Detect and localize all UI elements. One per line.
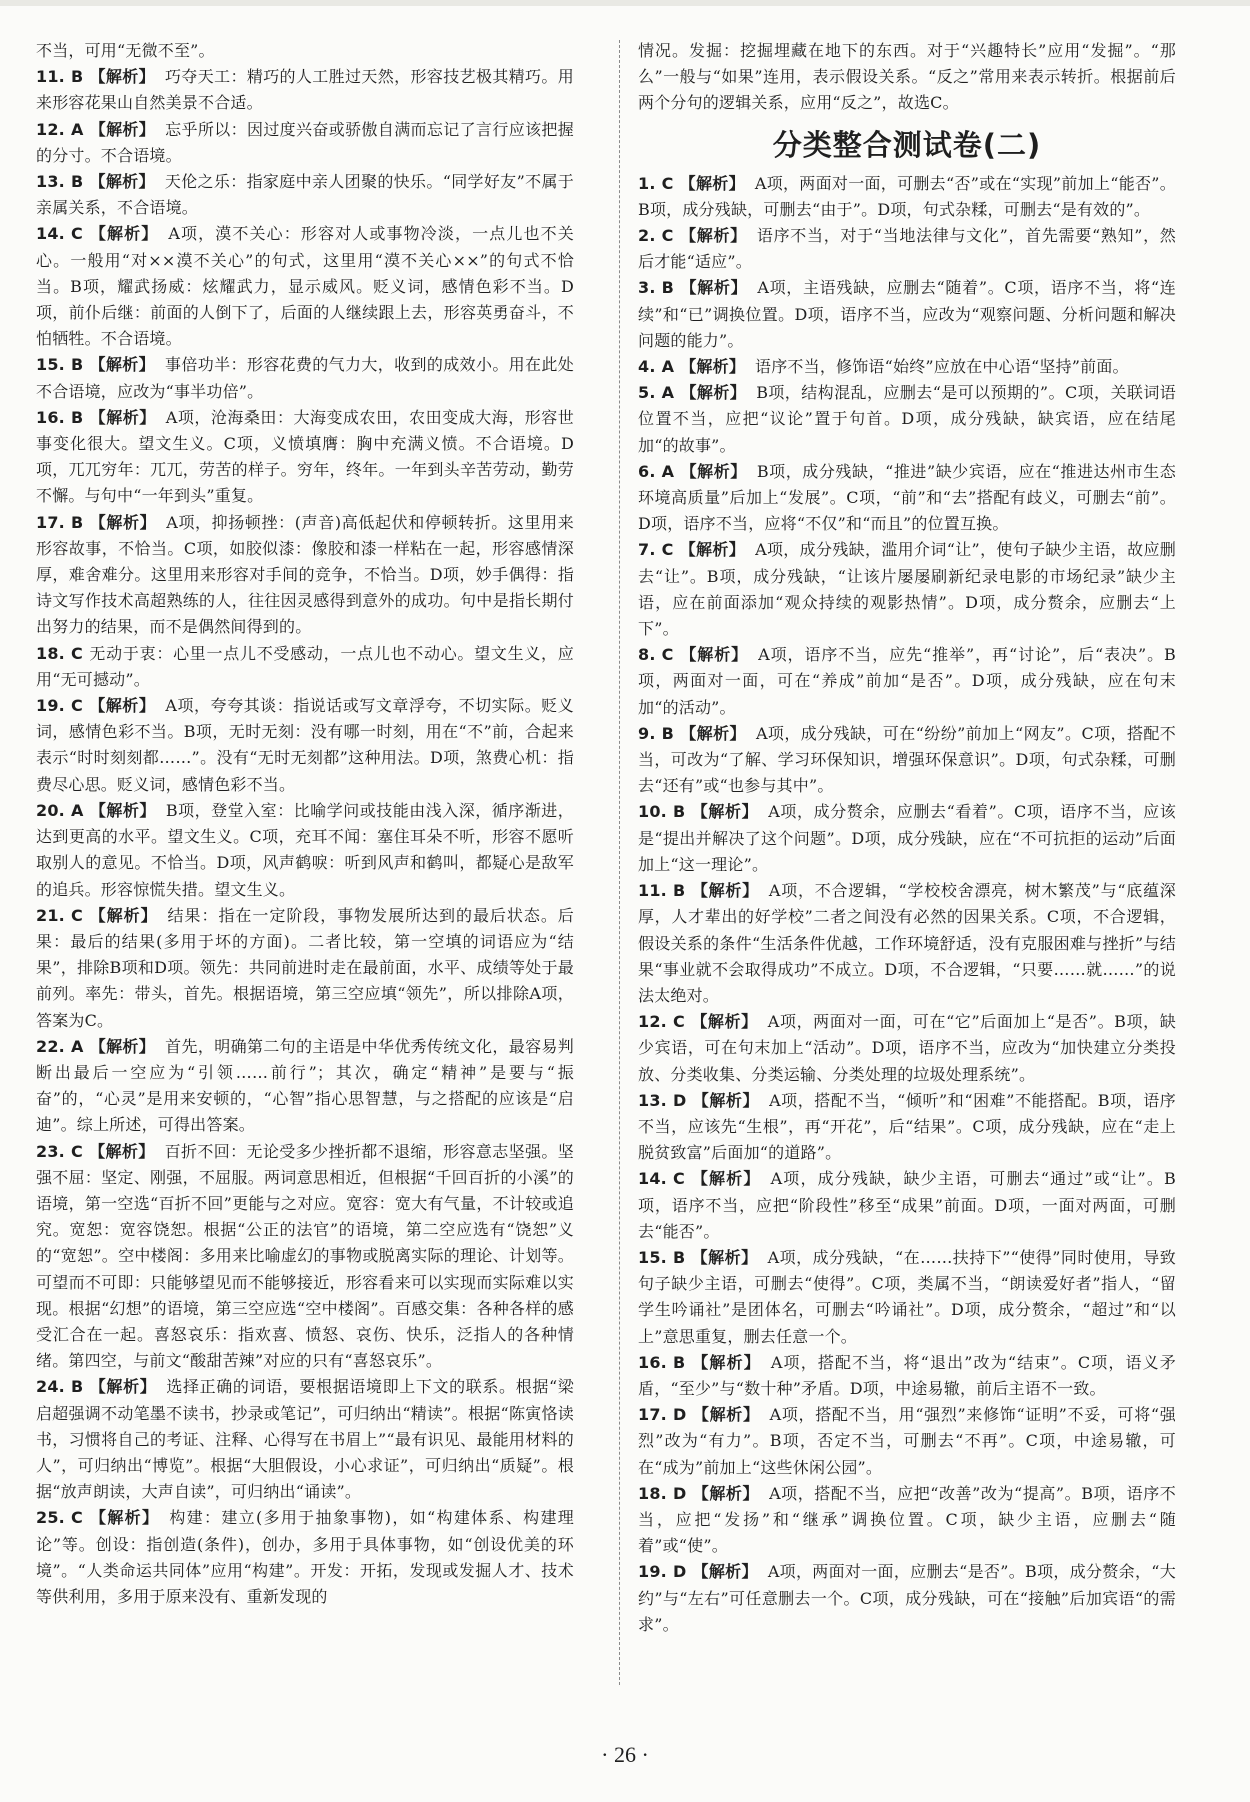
item-text: 语序不当，对于“当地法律与文化”，首先需要“熟知”，然后才能“适应”。 <box>638 226 1176 272</box>
answer-item <box>36 641 574 693</box>
analysis-tag: 【解析】 <box>680 278 748 298</box>
analysis-tag: 【解析】 <box>88 224 159 244</box>
item-answer: B <box>672 802 686 822</box>
analysis-tag: 【解析】 <box>88 905 158 925</box>
analysis-tag: 【解析】 <box>680 357 746 377</box>
analysis-tag: 【解析】 <box>680 461 747 481</box>
right-column <box>638 38 1176 1638</box>
item-number: 15. <box>638 1247 667 1267</box>
answer-item <box>638 537 1176 642</box>
answer-item <box>638 642 1176 721</box>
page-number: · 26 · <box>601 1742 649 1767</box>
item-number: 11. <box>36 67 65 87</box>
item-answer: C <box>661 645 674 665</box>
item-text: A项，两面对一面，可在“它”后面加上“是否”。B项，缺少宾语，可在句末加上“活动”。D项，语序不当，应改为“加快建立分类投放、分类收集、分类运输、分类处理的垃圾处理系统”。 <box>638 1012 1176 1084</box>
item-number: 12. <box>36 119 65 139</box>
item-answer: C <box>70 643 83 663</box>
item-text: B项，成分残缺，“推进”缺少宾语，应在“推进达州市生态环境高质量”后加上“发展”。C项，“前”和“去”搭配有歧义，可删去“前”。D项，语序不当，应将“不仅”和“而且”的位置互换。 <box>638 461 1176 534</box>
answer-item <box>36 798 574 903</box>
item-answer: B <box>70 512 84 532</box>
answer-item <box>36 405 574 510</box>
answer-item <box>36 221 574 352</box>
answer-item <box>638 1245 1176 1350</box>
item-answer: C <box>672 1012 685 1032</box>
item-number: 1. <box>638 173 656 193</box>
item-text: A项，夸夸其谈：指说话或写文章浮夸，不切实际。贬义词，感情色彩不当。B项，无时无刻：没有哪一时刻，用在“不”前，合起来表示“时时刻刻都……”。没有“无时无刻都”这种用法。D项，煞费心机：指费尽心思。贬义词，感情色彩不当。 <box>36 696 574 794</box>
item-answer: C <box>661 226 674 246</box>
item-answer: D <box>672 1405 687 1425</box>
analysis-tag: 【解析】 <box>692 1405 760 1425</box>
answer-item <box>638 223 1176 275</box>
answer-item <box>638 799 1176 878</box>
item-answer: D <box>672 1090 687 1110</box>
item-text: A项，漠不关心：形容对人或事物冷淡，一点儿也不关心。一般用“对××漠不关心”的句式，这里用“漠不关心××”的句式不恰当。B项，耀武扬威：炫耀武力，显示威风。贬义词，感情色彩不当。D项，前仆后继：前面的人倒下了，后面的人继续跟上去，形容英勇奋斗，不怕牺牲。不合语境。 <box>36 224 574 349</box>
analysis-tag: 【解析】 <box>691 881 759 901</box>
item-answer: C <box>70 1508 83 1528</box>
item-number: 13. <box>638 1090 667 1110</box>
analysis-tag: 【解析】 <box>679 645 749 665</box>
item-answer: B <box>70 172 84 192</box>
answer-item <box>36 1139 574 1375</box>
analysis-tag: 【解析】 <box>679 226 747 246</box>
item-text: A项，成分残缺，缺少主语，可删去“通过”或“让”。B项，语序不当，应把“阶段性”移至“成果”前面。D项，一面对两面，可删去“能否”。 <box>638 1169 1177 1241</box>
answer-item <box>36 117 574 169</box>
item-text: 语序不当，修饰语“始终”应放在中心语“坚持”前面。 <box>755 357 1129 377</box>
item-number: 14. <box>638 1169 667 1189</box>
analysis-tag: 【解析】 <box>692 1483 760 1503</box>
item-number: 8. <box>638 645 656 665</box>
answer-item <box>638 459 1176 538</box>
item-answer: B <box>672 1247 686 1267</box>
item-number: 6. <box>638 461 656 481</box>
item-answer: B <box>70 355 84 375</box>
left-column <box>36 38 574 1610</box>
item-number: 17. <box>36 512 65 532</box>
answer-item <box>36 1034 574 1139</box>
item-answer: A <box>661 383 675 403</box>
item-answer: B <box>661 723 675 743</box>
item-answer: C <box>672 1169 685 1189</box>
analysis-tag: 【解析】 <box>679 173 745 193</box>
item-number: 9. <box>638 723 656 743</box>
item-number: 11. <box>638 881 667 901</box>
right-intro-text: 情况。发掘：挖掘埋藏在地下的东西。对于“兴趣特长”应用“发掘”。“那么”一般与“如果”连用，表示假设关系。“反之”常用来表示转折。根据前后两个分句的逻辑关系，应用“反之”，故选C。 <box>638 41 1176 113</box>
item-number: 24. <box>36 1377 65 1397</box>
left-intro-text: 不当，可用“无微不至”。 <box>36 41 215 60</box>
item-number: 25. <box>36 1508 65 1528</box>
item-answer: A <box>70 800 84 820</box>
item-text: A项，两面对一面，可删去“否”或在“实现”前加上“能否”。B项，成分残缺，可删去“由于”。D项，句式杂糅，可删去“是有效的”。 <box>638 173 1176 219</box>
answer-item <box>638 1166 1176 1245</box>
item-text: 无动于衷：心里一点儿不受感动，一点儿也不动心。望文生义，应用“无可撼动”。 <box>36 643 574 689</box>
item-text: A项，主语残缺，应删去“随着”。C项，语序不当，将“连续”和“已”调换位置。D项，语序不当，应改为“观察问题、分析问题和解决问题的能力”。 <box>638 278 1176 350</box>
item-text: 结果：指在一定阶段，事物发展所达到的最后状态。后果：最后的结果(多用于坏的方面)。二者比较，第一空填的词语应为“结果”，排除B项和D项。领先：共同前进时走在最前面，水平、成绩等处于最前列。率先：带头，首先。根据语境，第三空应填“领先”，所以排除A项，答案为C。 <box>36 905 574 1030</box>
analysis-tag: 【解析】 <box>691 1247 758 1267</box>
item-text: 首先，明确第二句的主语是中华优秀传统文化，最容易判断出最后一空应为“引领……前行”；其次，确定“精神”是要与“振奋”的，“心灵”是用来安顿的，“心智”指心思智慧，与之搭配的应该是“启迪”。综上所述，可得出答案。 <box>36 1036 574 1135</box>
item-number: 21. <box>36 905 65 925</box>
item-number: 17. <box>638 1405 667 1425</box>
item-answer: B <box>661 278 675 298</box>
analysis-tag: 【解析】 <box>88 1508 160 1528</box>
analysis-tag: 【解析】 <box>89 512 157 532</box>
item-text: B项，结构混乱，应删去“是可以预期的”。C项，关联词语位置不当，应把“议论”置于句首。D项，成分残缺，缺宾语，应在结尾加“的故事”。 <box>638 383 1176 455</box>
item-answer: C <box>661 540 674 560</box>
analysis-tag: 【解析】 <box>89 1377 157 1397</box>
item-number: 12. <box>638 1012 667 1032</box>
item-number: 2. <box>638 226 656 246</box>
analysis-tag: 【解析】 <box>691 1352 761 1372</box>
answer-item <box>638 1350 1176 1402</box>
analysis-tag: 【解析】 <box>89 172 155 192</box>
item-number: 15. <box>36 355 65 375</box>
item-text: 忘乎所以：因过度兴奋或骄傲自满而忘记了言行应该把握的分寸。不合语境。 <box>36 119 574 165</box>
left-item-list <box>36 64 574 1610</box>
item-answer: A <box>70 119 84 139</box>
analysis-tag: 【解析】 <box>89 800 156 820</box>
item-number: 18. <box>638 1483 667 1503</box>
analysis-tag: 【解析】 <box>89 119 156 139</box>
answer-item <box>638 1009 1176 1088</box>
item-text: A项，成分残缺，滥用介词“让”，使句子缺少主语，故应删去“让”。B项，成分残缺，“让该片屡屡刷新纪录电影的市场纪录”缺少主语，应在前面添加“观众持续的观影热情”。D项，成分赘余，应删去“上下”。 <box>638 540 1176 639</box>
item-answer: C <box>70 1141 83 1161</box>
item-text: 巧夺天工：精巧的人工胜过天然，形容技艺极其精巧。用来形容花果山自然美景不合适。 <box>36 67 574 113</box>
item-text: A项，沧海桑田：大海变成农田，农田变成大海，形容世事变化很大。望文生义。C项，义愤填膺：胸中充满义愤。不合语境。D项，兀兀穷年：兀兀，劳苦的样子。穷年，终年。一年到头辛苦劳动，勤劳不懈。与句中“一年到头”重复。 <box>36 407 574 506</box>
analysis-tag: 【解析】 <box>88 1141 155 1161</box>
analysis-tag: 【解析】 <box>680 723 746 743</box>
item-number: 10. <box>638 802 667 822</box>
item-answer: A <box>661 357 675 377</box>
item-number: 5. <box>638 383 656 403</box>
analysis-tag: 【解析】 <box>690 1169 761 1189</box>
answer-item <box>36 352 574 404</box>
answer-item <box>638 1088 1176 1167</box>
item-text: 构建：建立(多用于抽象事物)，如“构建体系、构建理论”等。创设：指创造(条件)，创办，多用于具体事物，如“创设优美的环境”。“人类命运共同体”应用“构建”。开发：开拓，发现或发掘人才、技术等供利用，多用于原来没有、重新发现的 <box>36 1508 574 1606</box>
answer-item <box>36 64 574 116</box>
item-answer: B <box>672 881 686 901</box>
answer-item <box>638 721 1176 800</box>
item-text: B项，登堂入室：比喻学问或技能由浅入深，循序渐进，达到更高的水平。望文生义。C项，充耳不闻：塞住耳朵不听，形容不愿听取别人的意见。不恰当。D项，风声鹤唳：听到风声和鹤叫，都疑心是敌军的追兵。形容惊慌失措。望文生义。 <box>36 800 574 899</box>
answer-item <box>638 275 1176 354</box>
item-number: 16. <box>36 407 65 427</box>
column-divider <box>619 40 620 1685</box>
item-text: 百折不回：无论受多少挫折都不退缩，形容意志坚强。坚强不屈：坚定、刚强，不屈服。两词意思相近，但根据“千回百折的小溪”的语境，第一空选“百折不回”更能与之对应。宽容：宽大有气量，不计较或追究。宽恕：宽容饶恕。根据“公正的法官”的语境，第二空应选有“饶恕”义的“宽恕”。空中楼阁：多用来比喻虚幻的事物或脱离实际的理论、计划等。可望而不可即：只能够望见而不能够接近，形容看来可以实现而实际难以实现。根据“幻想”的语境，第三空应选“空中楼阁”。百感交集：各种各样的感受汇合在一起。喜怒哀乐：指欢喜、愤怒、哀伤、快乐，泛指人的各种情绪。第四空，与前文“酸甜苦辣”对应的只有“喜怒哀乐”。 <box>36 1141 574 1371</box>
item-number: 4. <box>638 357 656 377</box>
answer-item <box>638 380 1176 459</box>
analysis-tag: 【解析】 <box>690 1012 758 1032</box>
answer-item <box>36 1374 574 1505</box>
item-number: 14. <box>36 224 65 244</box>
item-number: 13. <box>36 172 65 192</box>
item-answer: C <box>70 905 83 925</box>
answer-item <box>638 1402 1176 1481</box>
item-number: 23. <box>36 1141 65 1161</box>
item-text: A项，成分赘余，应删去“看着”。C项，语序不当，应该是“提出并解决了这个问题”。D项，成分残缺，应在“不可抗拒的运动”后面加上“这一理论”。 <box>638 802 1176 874</box>
answer-item <box>638 1559 1176 1638</box>
item-answer: D <box>672 1483 687 1503</box>
item-text: A项，搭配不当，用“强烈”来修饰“证明”不妥，可将“强烈”改为“有力”。B项，否定不当，可删去“不再”。C项，中途易辙，可在“成为”前加上“这些休闲公园”。 <box>638 1405 1176 1477</box>
item-answer: B <box>70 407 84 427</box>
analysis-tag: 【解析】 <box>88 696 156 716</box>
item-text: A项，两面对一面，应删去“是否”。B项，成分赘余，“大约”与“左右”可任意删去一个。C项，成分残缺，可在“接触”后加宾语“的需求”。 <box>638 1562 1176 1634</box>
item-text: A项，搭配不当，将“退出”改为“结束”。C项，语义矛盾，“至少”与“数十种”矛盾。D项，中途易辙，前后主语不一致。 <box>638 1352 1177 1398</box>
item-number: 19. <box>638 1562 667 1582</box>
analysis-tag: 【解析】 <box>89 355 155 375</box>
item-text: 事倍功半：形容花费的气力大，收到的成效小。用在此处不合语境，应改为“事半功倍”。 <box>36 355 574 401</box>
item-number: 16. <box>638 1352 667 1372</box>
item-answer: C <box>70 696 83 716</box>
analysis-tag: 【解析】 <box>692 1562 758 1582</box>
answer-item <box>638 354 1176 380</box>
item-text: A项，抑扬顿挫：(声音)高低起伏和停顿转折。这里用来形容故事，不恰当。C项，如胶似漆：像胶和漆一样粘在一起，形容感情深厚，难舍难分。这里用来形容对手间的竞争，不恰当。D项，妙手偶得：指诗文写作技术高超熟练的人，往往因灵感得到意外的成功。句中是指长期付出努力的结果，而不是偶然间得到的。 <box>36 512 574 637</box>
item-text: 天伦之乐：指家庭中亲人团聚的快乐。“同学好友”不属于亲属关系，不合语境。 <box>36 172 574 218</box>
item-text: A项，成分残缺，“在……扶持下”“使得”同时使用，导致句子缺少主语，可删去“使得”。C项，类属不当，“朗读爱好者”指人，“留学生吟诵社”是团体名，可删去“吟诵社”。D项，成分赘余，“超过”和“以上”意思重复，删去任意一个。 <box>638 1247 1176 1346</box>
top-edge <box>0 0 1250 6</box>
item-text: A项，成分残缺，可在“纷纷”前加上“网友”。C项，搭配不当，可改为“了解、学习环保知识，增强环保意识”。D项，句式杂糅，可删去“还有”或“也参与其中”。 <box>638 723 1176 796</box>
analysis-tag: 【解析】 <box>679 540 746 560</box>
item-answer: A <box>70 1036 84 1056</box>
item-answer: C <box>661 173 674 193</box>
item-text: 选择正确的词语，要根据语境即上下文的联系。根据“梁启超强调不动笔墨不读书，抄录或笔记”，可归纳出“精读”。根据“陈寅恪读书，习惯将自己的考证、注释、心得写在书眉上”“最有识见、最能用材料的人”，可归纳出“博览”。根据“大胆假设，小心求证”，可归纳出“质疑”。根据“放声朗读，大声自读”，可归纳出“诵读”。 <box>36 1377 574 1502</box>
answer-item <box>36 510 574 641</box>
answer-item <box>36 169 574 221</box>
item-number: 18. <box>36 643 65 663</box>
answer-item <box>638 171 1176 223</box>
analysis-tag: 【解析】 <box>89 407 156 427</box>
item-number: 20. <box>36 800 65 820</box>
answer-item <box>36 1505 574 1610</box>
analysis-tag: 【解析】 <box>89 1036 156 1056</box>
section-title: 分类整合测试卷(二) <box>772 127 1042 162</box>
item-text: A项，搭配不当，“倾听”和“困难”不能搭配。B项，语序不当，应该先“生根”，再“开花”，后“结果”。C项，成分残缺，应在“走上脱贫致富”后面加“的道路”。 <box>638 1090 1176 1163</box>
item-answer: A <box>661 461 675 481</box>
item-answer: B <box>70 1377 84 1397</box>
answer-item <box>36 693 574 798</box>
item-answer: B <box>672 1352 686 1372</box>
item-text: A项，搭配不当，应把“改善”改为“提高”。B项，语序不当，应把“发扬”和“继承”调换位置。C项，缺少主语，应删去“随着”或“使”。 <box>638 1483 1176 1556</box>
item-answer: C <box>70 224 83 244</box>
item-number: 7. <box>638 540 656 560</box>
analysis-tag: 【解析】 <box>692 1090 760 1110</box>
item-answer: B <box>70 67 84 87</box>
right-item-list <box>638 171 1176 1638</box>
item-number: 19. <box>36 696 65 716</box>
answer-item <box>638 1481 1176 1560</box>
item-number: 3. <box>638 278 656 298</box>
analysis-tag: 【解析】 <box>89 67 155 87</box>
item-number: 22. <box>36 1036 65 1056</box>
analysis-tag: 【解析】 <box>680 383 747 403</box>
item-text: A项，不合逻辑，“学校校舍漂亮，树木繁茂”与“底蕴深厚，人才辈出的好学校”二者之间没有必然的因果关系。C项，不合逻辑，假设关系的条件“生活条件优越，工作环境舒适，没有克服困难与挫折”与结果“事业就不会取得成功”不成立。D项，不合逻辑，“只要……就……”的说法太绝对。 <box>638 881 1176 1005</box>
answer-item <box>36 903 574 1034</box>
item-text: A项，语序不当，应先“推举”，再“讨论”，后“表决”。B项，两面对一面，可在“养成”前加“是否”。D项，成分残缺，应在句末加“的活动”。 <box>638 645 1176 717</box>
answer-item <box>638 878 1176 1009</box>
analysis-tag: 【解析】 <box>691 802 759 822</box>
item-answer: D <box>672 1562 687 1582</box>
